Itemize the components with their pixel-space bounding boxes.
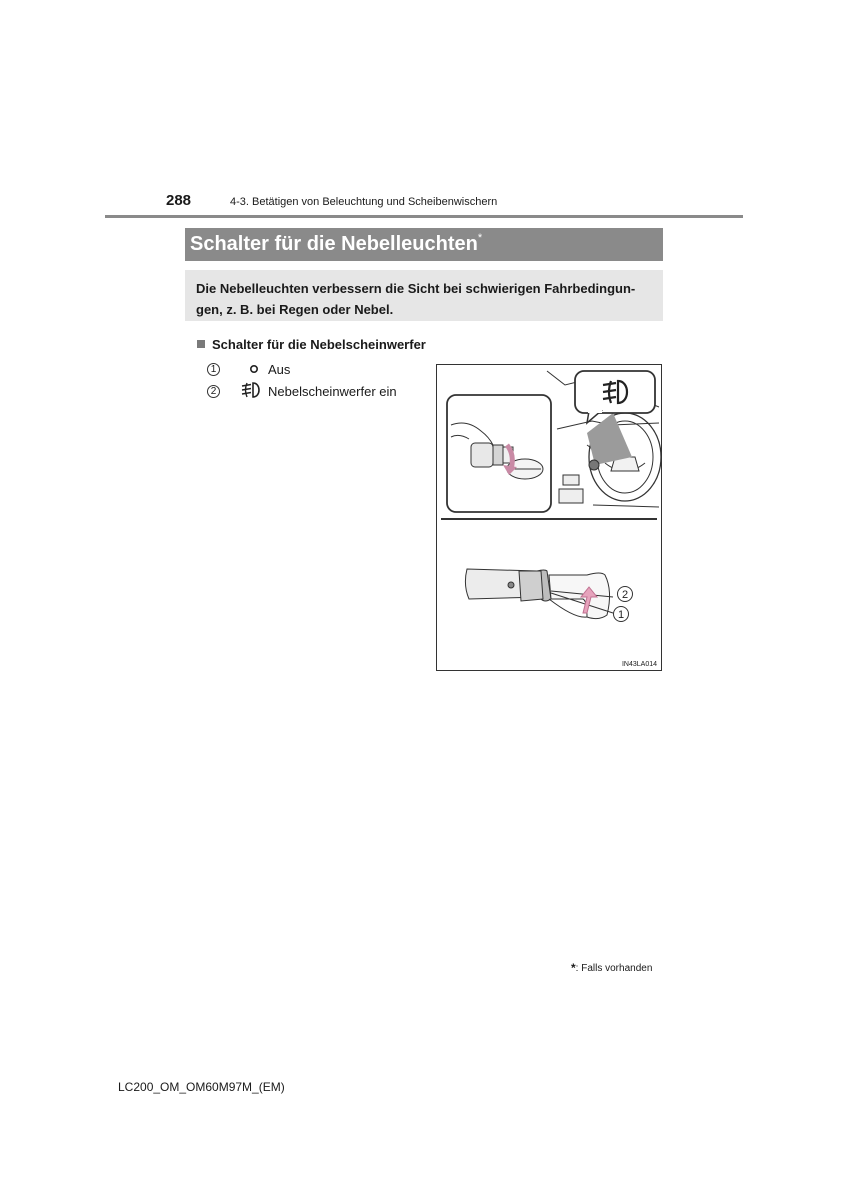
option-item-off: [207, 360, 290, 378]
page-title-text: Schalter für die Nebelleuchten: [190, 233, 478, 255]
front-fog-light-icon: [228, 381, 268, 402]
header-divider: [105, 215, 743, 218]
number-badge: 1: [207, 363, 220, 376]
callout-2-label: 2: [621, 589, 629, 601]
figure-code: IN43LA014: [621, 661, 657, 668]
footnote-text: : Falls vorhanden: [575, 963, 653, 974]
breadcrumb: 4-3. Betätigen von Beleuchtung und Scheibenwischern: [230, 196, 498, 208]
section-heading: [197, 337, 426, 352]
option-label: Aus: [268, 361, 291, 377]
page-number: 288: [166, 192, 192, 209]
intro-text: Die Nebelleuchten verbessern die Sicht bei schwierigen Fahrbedingun-gen, z. B. bei Regen oder Nebel.: [196, 281, 636, 317]
fog-switch-illustration: [437, 365, 661, 670]
off-circle-icon: [228, 361, 268, 378]
intro-box: [185, 270, 663, 321]
footnote-asterisk: *: [571, 961, 576, 975]
callout-1: [614, 607, 629, 622]
callout-2: [618, 587, 633, 602]
illustration-figure: [436, 364, 662, 671]
page-title: [185, 228, 663, 261]
footnote: [571, 961, 652, 975]
document-id: LC200_OM_OM60M97M_(EM): [118, 1080, 285, 1094]
square-bullet-icon: [197, 340, 205, 348]
number-badge: 2: [207, 385, 220, 398]
title-asterisk: *: [477, 232, 483, 244]
callout-1-label: 1: [617, 609, 625, 621]
option-label: Nebelscheinwerfer ein: [268, 383, 397, 399]
option-item-fog-on: [207, 382, 397, 400]
section-heading-text: Schalter für die Nebelscheinwerfer: [212, 337, 426, 352]
